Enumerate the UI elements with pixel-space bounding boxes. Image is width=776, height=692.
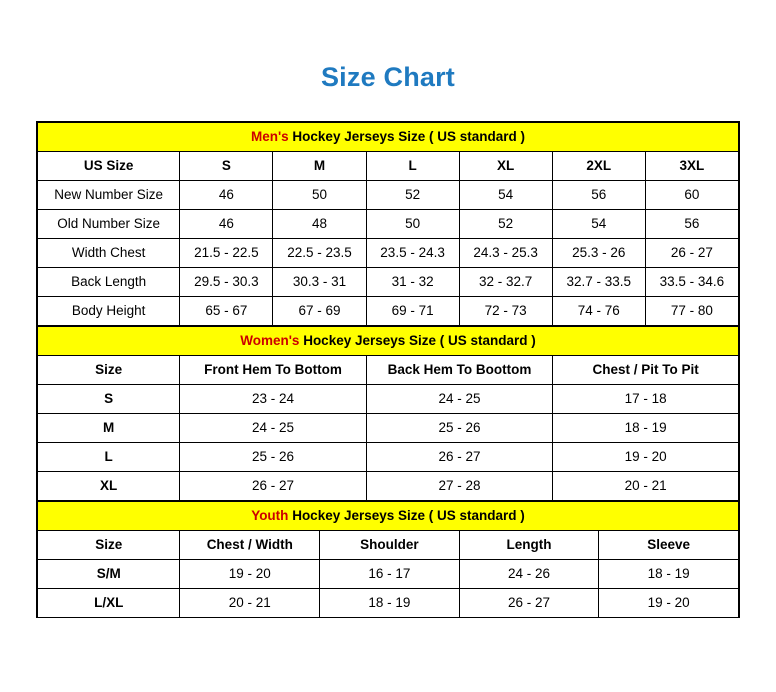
womens-row-2-val-0: 25 - 26: [180, 443, 366, 472]
table-row: [38, 297, 739, 326]
table-row: [38, 268, 739, 297]
youth-row-1-val-0: 20 - 21: [180, 589, 320, 618]
youth-row-0-label: S/M: [38, 560, 180, 589]
youth-col-0: Size: [38, 531, 180, 560]
mens-header-accent: Men's: [250, 129, 289, 144]
mens-row-1-val-1: 48: [273, 210, 366, 239]
table-row: [38, 210, 739, 239]
womens-row-0-val-1: 24 - 25: [366, 385, 552, 414]
mens-row-4-label: Body Height: [38, 297, 180, 326]
womens-section-header: [38, 327, 739, 356]
youth-section-header-cell: [38, 502, 739, 531]
mens-size-table: [37, 122, 739, 326]
mens-row-3-val-1: 30.3 - 31: [273, 268, 366, 297]
size-chart-container: [36, 121, 740, 618]
mens-col-0: US Size: [38, 152, 180, 181]
youth-section-header: [38, 502, 739, 531]
mens-row-3-val-2: 31 - 32: [366, 268, 459, 297]
womens-col-2: Back Hem To Boottom: [366, 356, 552, 385]
mens-row-3-val-3: 32 - 32.7: [459, 268, 552, 297]
page-title: Size Chart: [320, 62, 456, 92]
womens-column-header-row: [38, 356, 739, 385]
youth-row-0-val-2: 24 - 26: [459, 560, 599, 589]
womens-row-2-val-2: 19 - 20: [553, 443, 739, 472]
youth-col-2: Shoulder: [320, 531, 460, 560]
mens-row-1-val-0: 46: [180, 210, 273, 239]
mens-row-2-val-2: 23.5 - 24.3: [366, 239, 459, 268]
womens-row-2-label: L: [38, 443, 180, 472]
youth-row-1-val-3: 19 - 20: [599, 589, 739, 618]
mens-row-0-val-1: 50: [273, 181, 366, 210]
mens-col-5: 2XL: [552, 152, 645, 181]
youth-row-0-val-3: 18 - 19: [599, 560, 739, 589]
womens-row-0-val-2: 17 - 18: [553, 385, 739, 414]
mens-header-rest: Hockey Jerseys Size ( US standard ): [288, 129, 526, 144]
mens-row-0-val-5: 60: [645, 181, 738, 210]
womens-size-table: [37, 326, 739, 501]
youth-header-rest: Hockey Jerseys Size ( US standard ): [288, 508, 525, 523]
youth-column-header-row: [38, 531, 739, 560]
mens-section-header: [38, 123, 739, 152]
mens-col-6: 3XL: [645, 152, 738, 181]
youth-header-accent: Youth: [251, 508, 289, 523]
mens-row-0-val-2: 52: [366, 181, 459, 210]
mens-row-1-label: Old Number Size: [38, 210, 180, 239]
womens-header-rest: Hockey Jerseys Size ( US standard ): [299, 333, 536, 348]
mens-row-4-val-0: 65 - 67: [180, 297, 273, 326]
mens-row-2-label: Width Chest: [38, 239, 180, 268]
womens-row-0-label: S: [38, 385, 180, 414]
mens-row-2-val-4: 25.3 - 26: [552, 239, 645, 268]
mens-row-4-val-1: 67 - 69: [273, 297, 366, 326]
youth-col-4: Sleeve: [599, 531, 739, 560]
table-row: [38, 560, 739, 589]
mens-row-0-val-3: 54: [459, 181, 552, 210]
youth-size-table: [37, 501, 739, 618]
youth-row-0-val-0: 19 - 20: [180, 560, 320, 589]
mens-row-3-val-5: 33.5 - 34.6: [645, 268, 738, 297]
mens-row-2-val-1: 22.5 - 23.5: [273, 239, 366, 268]
mens-row-1-val-3: 52: [459, 210, 552, 239]
mens-col-1: S: [180, 152, 273, 181]
womens-row-3-label: XL: [38, 472, 180, 501]
mens-col-4: XL: [459, 152, 552, 181]
mens-row-0-val-4: 56: [552, 181, 645, 210]
mens-col-2: M: [273, 152, 366, 181]
mens-col-3: L: [366, 152, 459, 181]
womens-row-0-val-0: 23 - 24: [180, 385, 366, 414]
mens-row-4-val-4: 74 - 76: [552, 297, 645, 326]
mens-row-1-val-5: 56: [645, 210, 738, 239]
womens-col-0: Size: [38, 356, 180, 385]
mens-row-3-label: Back Length: [38, 268, 180, 297]
womens-row-1-val-2: 18 - 19: [553, 414, 739, 443]
womens-row-3-val-2: 20 - 21: [553, 472, 739, 501]
youth-row-0-val-1: 16 - 17: [320, 560, 460, 589]
womens-row-1-val-1: 25 - 26: [366, 414, 552, 443]
womens-col-1: Front Hem To Bottom: [180, 356, 366, 385]
table-row: [38, 589, 739, 618]
youth-col-1: Chest / Width: [180, 531, 320, 560]
mens-row-4-val-5: 77 - 80: [645, 297, 738, 326]
table-row: [38, 472, 739, 501]
table-row: [38, 239, 739, 268]
womens-row-3-val-0: 26 - 27: [180, 472, 366, 501]
youth-row-1-label: L/XL: [38, 589, 180, 618]
mens-row-4-val-3: 72 - 73: [459, 297, 552, 326]
table-row: [38, 443, 739, 472]
womens-row-1-val-0: 24 - 25: [180, 414, 366, 443]
womens-header-accent: Women's: [240, 333, 300, 348]
table-row: [38, 385, 739, 414]
youth-row-1-val-2: 26 - 27: [459, 589, 599, 618]
table-row: [38, 181, 739, 210]
mens-row-2-val-0: 21.5 - 22.5: [180, 239, 273, 268]
mens-row-1-val-4: 54: [552, 210, 645, 239]
mens-section-header-cell: [38, 123, 739, 152]
youth-row-1-val-1: 18 - 19: [320, 589, 460, 618]
mens-row-2-val-3: 24.3 - 25.3: [459, 239, 552, 268]
table-row: [38, 414, 739, 443]
womens-section-header-cell: [38, 327, 739, 356]
mens-column-header-row: [38, 152, 739, 181]
youth-col-3: Length: [459, 531, 599, 560]
womens-col-3: Chest / Pit To Pit: [553, 356, 739, 385]
mens-row-4-val-2: 69 - 71: [366, 297, 459, 326]
mens-row-0-label: New Number Size: [38, 181, 180, 210]
womens-row-2-val-1: 26 - 27: [366, 443, 552, 472]
mens-row-2-val-5: 26 - 27: [645, 239, 738, 268]
mens-row-3-val-4: 32.7 - 33.5: [552, 268, 645, 297]
mens-row-3-val-0: 29.5 - 30.3: [180, 268, 273, 297]
womens-row-1-label: M: [38, 414, 180, 443]
mens-row-1-val-2: 50: [366, 210, 459, 239]
mens-row-0-val-0: 46: [180, 181, 273, 210]
womens-row-3-val-1: 27 - 28: [366, 472, 552, 501]
